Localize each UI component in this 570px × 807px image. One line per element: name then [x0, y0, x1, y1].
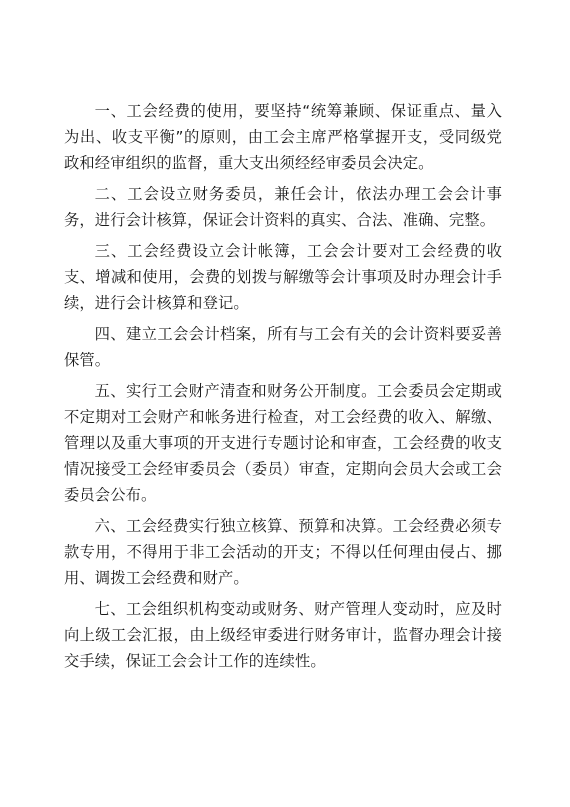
paragraph-7: 七、工会组织机构变动或财务、财产管理人变动时，应及时向上级工会汇报，由上级经审委进行财务审计，监督办理会计接交手续，保证工会会计工作的连续性。: [64, 600, 502, 670]
paragraph-1: 一、工会经费的使用，要坚持“统筹兼顾、保证重点、量入为出、收支平衡”的原则，由工会主席严格掌握开支，受同级党政和经审组织的监督，重大支出须经经审委员会决定。: [64, 102, 502, 172]
paragraph-5: 五、实行工会财产清查和财务公开制度。工会委员会定期或不定期对工会财产和帐务进行检查，对工会经费的收入、解缴、管理以及重大事项的开支进行专题讨论和审查，工会经费的收支情况接受工会经审委员会（委员）审查，定期向会员大会或工会委员会公布。: [64, 382, 502, 504]
paragraph-3: 三、工会经费设立会计帐簿，工会会计要对工会经费的收支、增减和使用，会费的划拨与解缴等会计事项及时办理会计手续，进行会计核算和登记。: [64, 242, 502, 312]
document-body: [64, 98, 502, 679]
paragraph-2: 二、工会设立财务委员，兼任会计，依法办理工会会计事务，进行会计核算，保证会计资料的真实、合法、准确、完整。: [64, 185, 502, 229]
paragraph-6: 六、工会经费实行独立核算、预算和决算。工会经费必须专款专用，不得用于非工会活动的开支；不得以任何理由侵占、挪用、调拨工会经费和财产。: [64, 517, 502, 587]
paragraph-4: 四、建立工会会计档案，所有与工会有关的会计资料要妥善保管。: [64, 325, 502, 369]
